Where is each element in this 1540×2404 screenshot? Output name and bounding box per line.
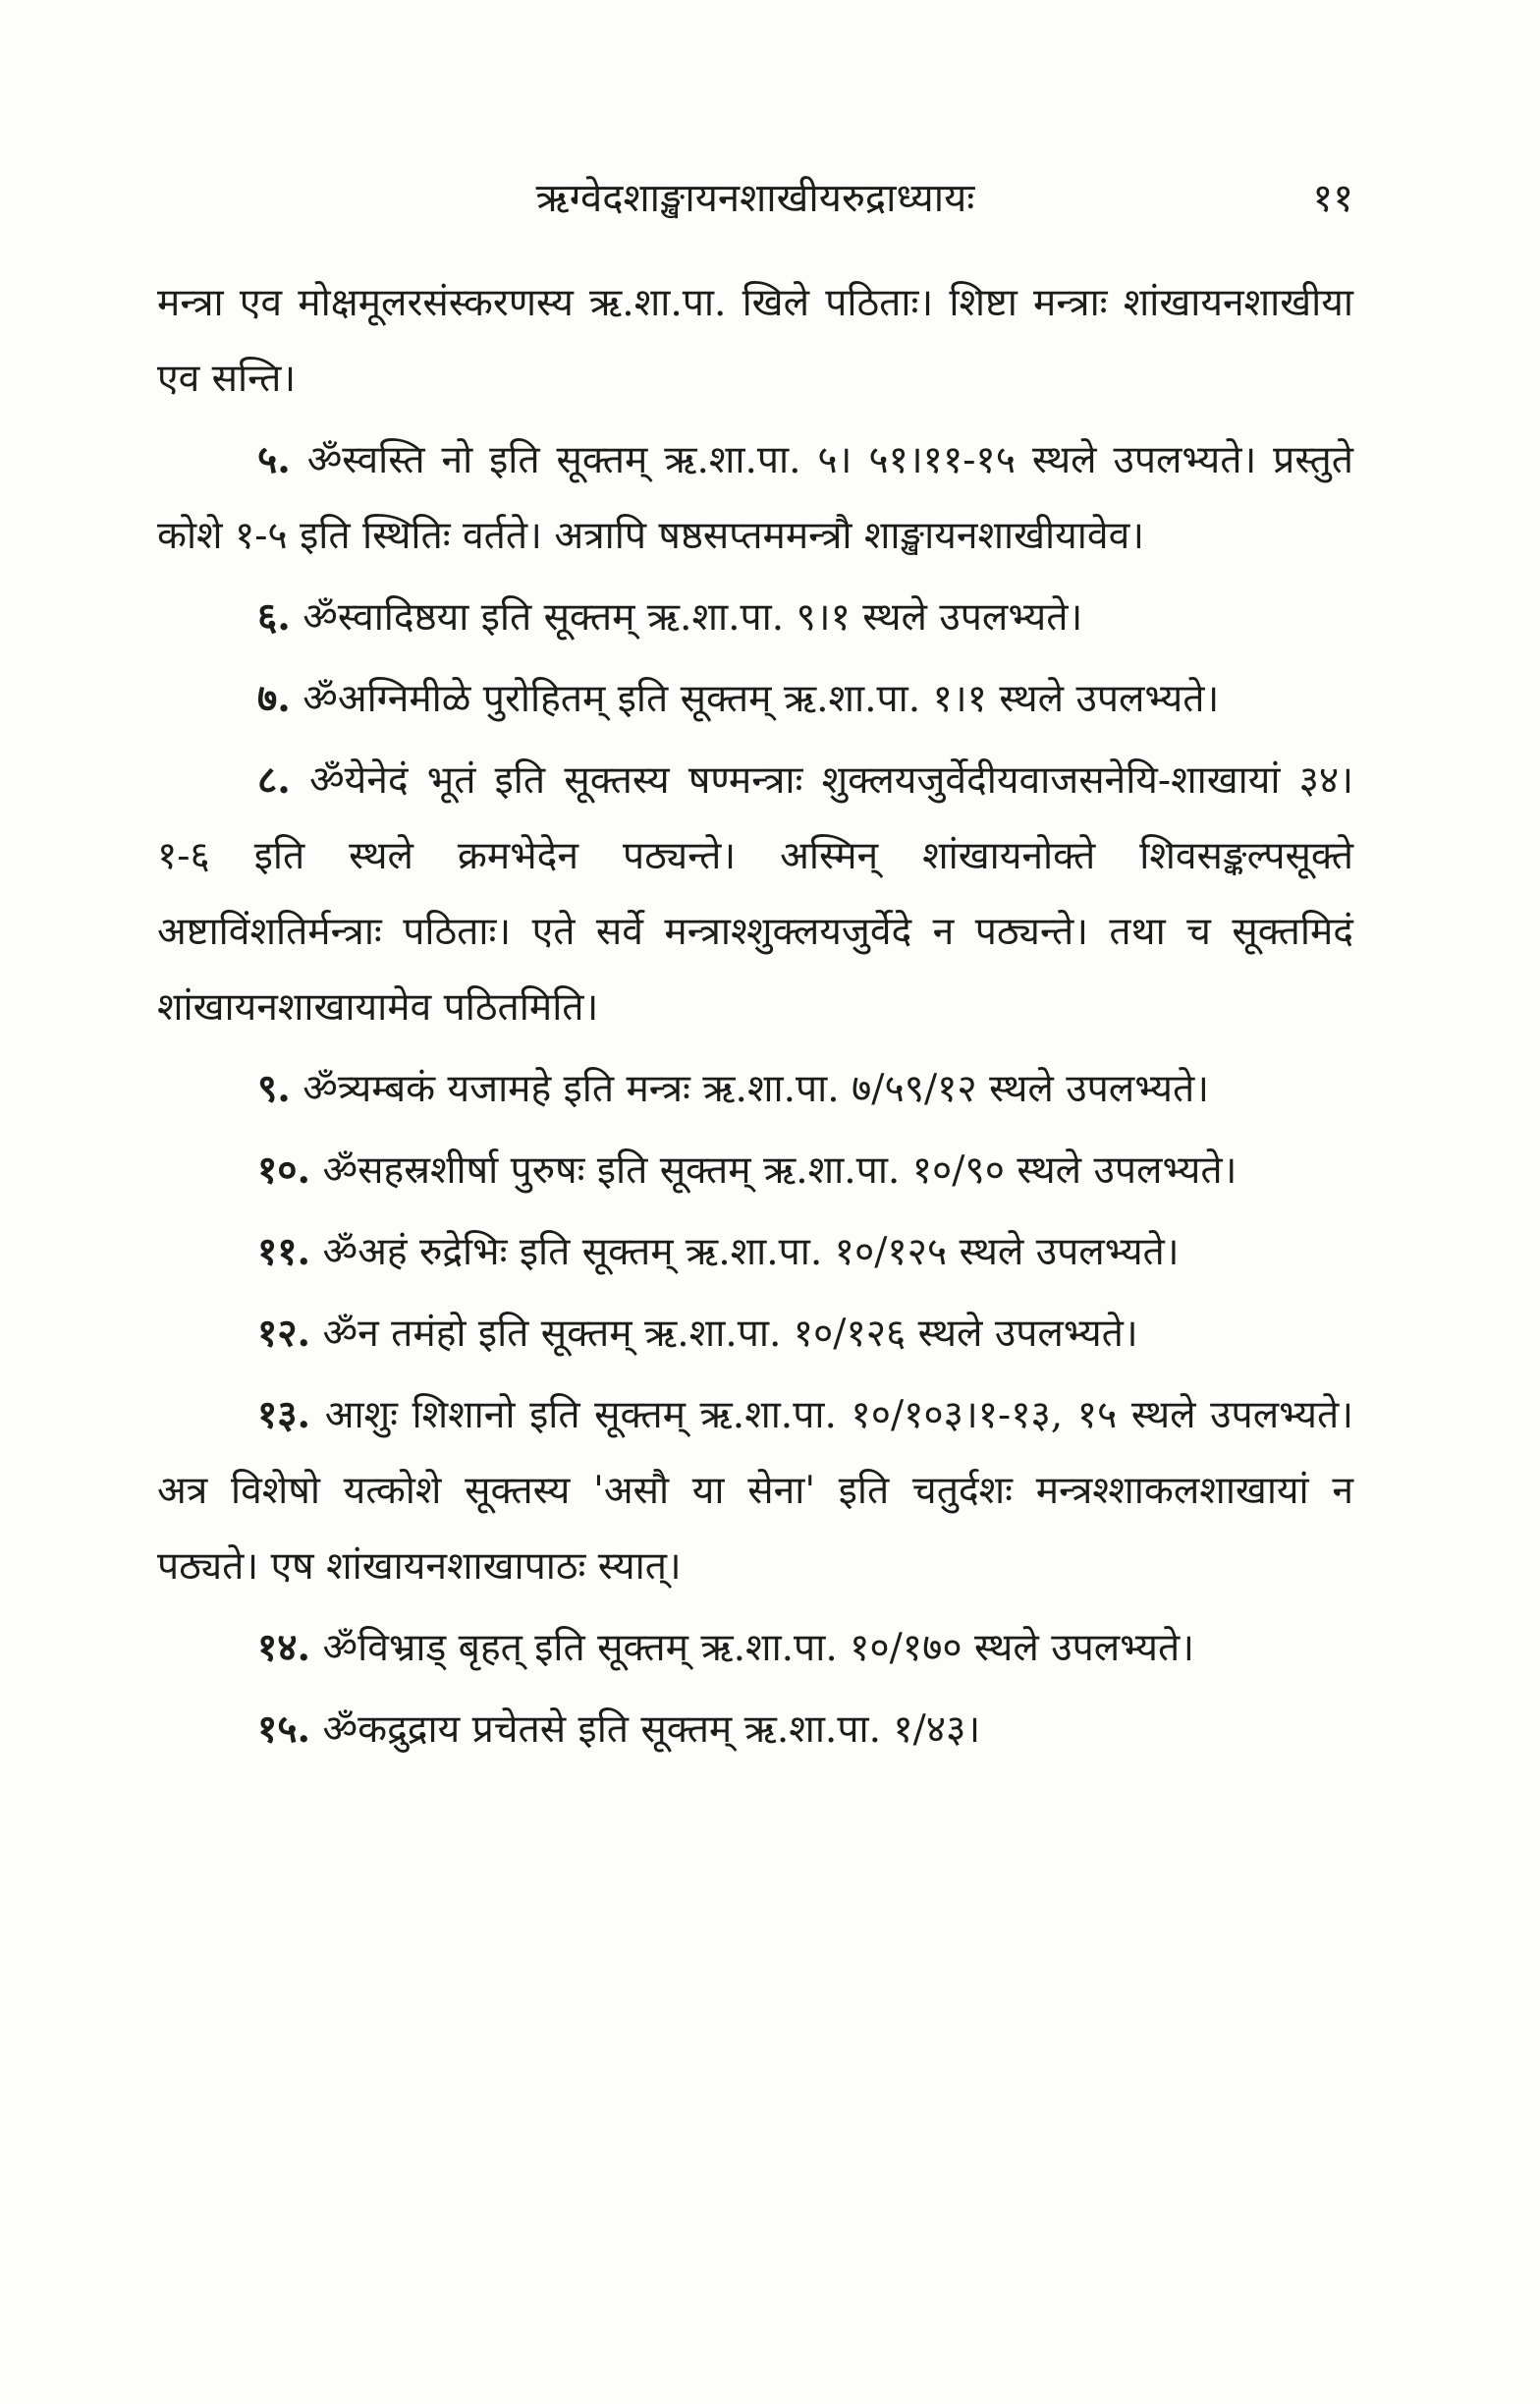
- item-number: ७.: [257, 676, 291, 721]
- paragraph-text: मन्त्रा एव मोक्षमूलरसंस्करणस्य ऋ.शा.पा. खिले पठिताः। शिष्टा मन्त्राः शांखायनशाखीया एव सन्ति।: [157, 281, 1353, 401]
- paragraph-text: ॐविभ्राड् बृहत् इति सूक्तम् ऋ.शा.पा. १०/१७० स्थले उपलभ्यते।: [322, 1626, 1195, 1670]
- paragraph-item-9: [157, 1051, 1353, 1127]
- item-number: १५.: [257, 1706, 311, 1752]
- item-number: ९.: [257, 1066, 291, 1111]
- item-number: ६.: [257, 594, 291, 640]
- paragraph-text: ॐकद्रुद्राय प्रचेतसे इति सूक्तम् ऋ.शा.पा. १/४३।: [322, 1707, 981, 1752]
- item-number: ८.: [257, 757, 291, 803]
- item-number: ११.: [257, 1229, 311, 1274]
- paragraph-continuation: [157, 265, 1353, 417]
- paragraph-item-12: [157, 1296, 1353, 1371]
- item-number: १२.: [257, 1311, 311, 1356]
- paragraph-text: ॐअहं रुद्रेभिः इति सूक्तम् ऋ.शा.पा. १०/१२५ स्थले उपलभ्यते।: [322, 1230, 1180, 1274]
- item-number: १४.: [257, 1625, 311, 1670]
- paragraph-item-8: [157, 743, 1353, 1045]
- running-header: [157, 169, 1353, 228]
- paragraph-item-15: [157, 1692, 1353, 1767]
- paragraph-item-11: [157, 1214, 1353, 1290]
- body-text: [157, 265, 1353, 1773]
- paragraph-item-13: [157, 1377, 1353, 1604]
- paragraph-text: ॐस्वस्ति नो इति सूक्तम् ऋ.शा.पा. ५। ५१।११-१५ स्थले उपलभ्यते। प्रस्तुते कोशे १-५ इति स्थितिः वर्तते। अत्रापि षष्ठसप्तममन्त्रौ शाङ्खायनशाखीयावेव।: [157, 438, 1353, 558]
- paragraph-text: ॐस्वादिष्ठया इति सूक्तम् ऋ.शा.पा. ९।१ स्थले उपलभ्यते।: [302, 595, 1083, 640]
- paragraph-item-5: [157, 422, 1353, 574]
- paragraph-item-10: [157, 1133, 1353, 1208]
- paragraph-text: ॐन तमंहो इति सूक्तम् ऋ.शा.पा. १०/१२६ स्थले उपलभ्यते।: [322, 1312, 1138, 1356]
- item-number: १३.: [257, 1392, 311, 1437]
- paragraph-text: आशुः शिशानो इति सूक्तम् ऋ.शा.पा. १०/१०३।१-१३, १५ स्थले उपलभ्यते। अत्र विशेषो यत्कोशे सूक्तस्य 'असौ या सेना' इति चतुर्दशः मन्त्रश्शाकलशाखायां न पठ्यते। एष शांखायनशाखापाठः स्यात्।: [157, 1393, 1353, 1589]
- paragraph-item-7: [157, 661, 1353, 737]
- running-title: ऋग्वेदशाङ्खायनशाखीयरुद्राध्यायः: [535, 176, 975, 221]
- page-number: ११: [1312, 176, 1353, 221]
- paragraph-item-6: [157, 580, 1353, 655]
- paragraph-text: ॐअग्निमीळे पुरोहितम् इति सूक्तम् ऋ.शा.पा. १।१ स्थले उपलभ्यते।: [302, 677, 1220, 721]
- paragraph-text: ॐसहस्रशीर्षा पुरुषः इति सूक्तम् ऋ.शा.पा. १०/९० स्थले उपलभ्यते।: [322, 1148, 1238, 1193]
- paragraph-text: ॐत्र्यम्बकं यजामहे इति मन्त्रः ऋ.शा.पा. ७/५९/१२ स्थले उपलभ्यते।: [302, 1067, 1210, 1111]
- paragraph-item-14: [157, 1610, 1353, 1686]
- item-number: ५.: [257, 437, 291, 482]
- item-number: १०.: [257, 1147, 311, 1193]
- paragraph-text: ॐयेनेदं भूतं इति सूक्तस्य षण्मन्त्राः शुक्लयजुर्वेदीयवाजसनेयि-शाखायां ३४।१-६ इति स्थले क्रमभेदेन पठ्यन्ते। अस्मिन् शांखायनोक्ते शिवसङ्कल्पसूक्ते अष्टाविंशतिर्मन्त्राः पठिताः। एते सर्वे मन्त्राश्शुक्लयजुर्वेदे न पठ्यन्ते। तथा च सूक्तमिदं शांखायनशाखायामेव पठितमिति।: [157, 758, 1353, 1030]
